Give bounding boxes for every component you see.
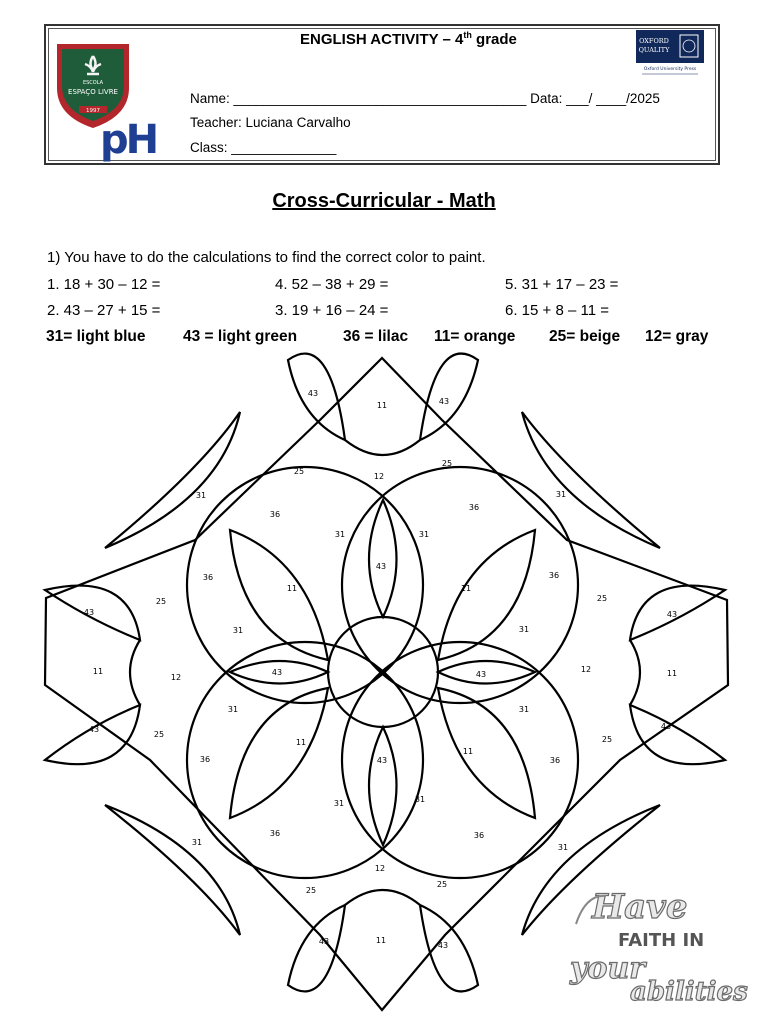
region-number: 31 [334, 530, 346, 539]
svg-text:your: your [570, 951, 646, 986]
region-number: 36 [269, 510, 281, 519]
region-number: 12 [376, 668, 388, 677]
region-number: 11 [462, 747, 474, 756]
region-number: 25 [305, 886, 317, 895]
teacher-line: Teacher: Luciana Carvalho [190, 115, 351, 130]
region-number: 36 [199, 755, 211, 764]
region-number: 25 [601, 735, 613, 744]
class-line: Class: ______________ [190, 140, 337, 155]
key-beige: 25= beige [549, 328, 621, 345]
svg-text:OXFORD: OXFORD [639, 37, 669, 45]
region-number: 43 [83, 608, 95, 617]
problem-1: 1. 18 + 30 – 12 = [47, 276, 161, 293]
motto-graphic [560, 880, 760, 1010]
region-number: 36 [269, 829, 281, 838]
region-number: 36 [202, 573, 214, 582]
region-number: 31 [555, 490, 567, 499]
problem-6: 6. 15 + 8 – 11 = [505, 302, 609, 319]
svg-text:abilities: abilities [630, 977, 748, 1007]
problem-4: 4. 52 – 38 + 29 = [275, 276, 389, 293]
region-number: 25 [441, 459, 453, 468]
key-orange: 11= orange [434, 328, 516, 345]
region-number: 43 [438, 397, 450, 406]
region-number: 11 [92, 667, 104, 676]
crest-text-year: 1997 [86, 108, 100, 114]
region-number: 31 [557, 843, 569, 852]
region-number: 31 [414, 795, 426, 804]
page-title: Cross-Curricular - Math [272, 190, 496, 212]
header-title: ENGLISH ACTIVITY – 4th grade [300, 30, 517, 48]
instruction: 1) You have to do the calculations to find the correct color to paint. [47, 249, 486, 266]
region-number: 43 [475, 670, 487, 679]
region-number: 43 [660, 722, 672, 731]
region-number: 36 [549, 756, 561, 765]
crest-text-escola: ESCOLA [82, 80, 104, 86]
region-number: 25 [293, 467, 305, 476]
region-number: 25 [155, 597, 167, 606]
region-number: 43 [376, 756, 388, 765]
key-gray: 12= gray [645, 328, 709, 345]
region-number: 43 [666, 610, 678, 619]
problem-5: 5. 31 + 17 – 23 = [505, 276, 619, 293]
region-number: 31 [232, 626, 244, 635]
region-number: 11 [375, 936, 387, 945]
region-number: 31 [227, 705, 239, 714]
svg-text:QUALITY: QUALITY [638, 46, 670, 54]
key-light-green: 43 = light green [183, 328, 298, 345]
crest-text-name: ESPAÇO LIVRE [68, 88, 118, 96]
region-number: 43 [271, 668, 283, 677]
svg-text:FAITH IN: FAITH IN [618, 930, 705, 951]
region-number: 11 [295, 738, 307, 747]
region-number: 36 [548, 571, 560, 580]
region-number: 11 [666, 669, 678, 678]
region-number: 11 [376, 401, 388, 410]
problem-2: 2. 43 – 27 + 15 = [47, 302, 161, 319]
ph-logo: pH [100, 117, 157, 163]
region-number: 11 [286, 584, 298, 593]
name-date-line: Name: _______________________________________ Data: ___/ ____/2025 [190, 91, 660, 106]
region-number: 12 [580, 665, 592, 674]
region-number: 25 [436, 880, 448, 889]
region-number: 43 [318, 937, 330, 946]
region-number: 31 [195, 491, 207, 500]
region-number: 43 [307, 389, 319, 398]
region-number: 25 [153, 730, 165, 739]
region-number: 43 [375, 562, 387, 571]
key-lilac: 36 = lilac [343, 328, 409, 345]
region-number: 31 [333, 799, 345, 808]
region-number: 43 [437, 941, 449, 950]
region-number: 12 [374, 864, 386, 873]
region-number: 31 [518, 705, 530, 714]
svg-text:Oxford University Press: Oxford University Press [643, 67, 697, 72]
region-number: 12 [170, 673, 182, 682]
region-number: 36 [468, 503, 480, 512]
region-number: 12 [373, 472, 385, 481]
region-number: 31 [518, 625, 530, 634]
region-number: 36 [473, 831, 485, 840]
region-number: 31 [191, 838, 203, 847]
svg-text:Have: Have [592, 887, 688, 927]
region-number: 43 [88, 725, 100, 734]
key-light-blue: 31= light blue [46, 328, 146, 345]
oxford-quality-badge [636, 30, 704, 77]
problem-3: 3. 19 + 16 – 24 = [275, 302, 389, 319]
region-number: 31 [418, 530, 430, 539]
region-number: 25 [596, 594, 608, 603]
region-number: 11 [460, 584, 472, 593]
